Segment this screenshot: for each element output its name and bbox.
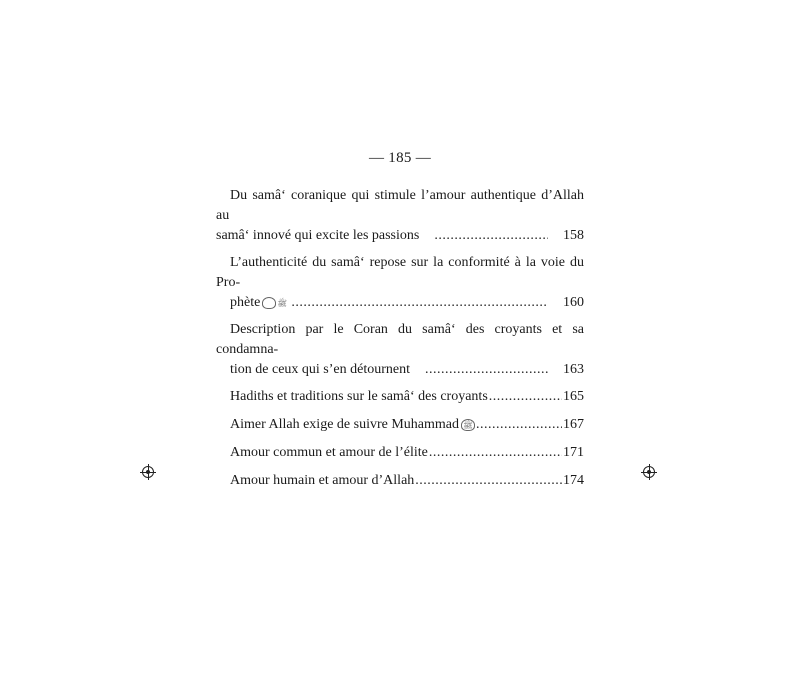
dot-leader: [411, 360, 548, 380]
toc-entry-text: Du samâ‘ coranique qui stimule l’amour authentique d’Allah au: [216, 188, 584, 223]
toc-entry-text: L’authenticité du samâ‘ repose sur la conformité à la voie du Pro-: [216, 255, 584, 290]
toc-entry-text: Hadiths et traditions sur le samâ‘ des croyants: [230, 389, 488, 404]
toc-entry-text: Amour humain et amour d’Allah: [230, 473, 415, 488]
dot-leader: [277, 293, 548, 313]
toc-page-number: 171: [563, 445, 584, 460]
registration-mark-icon: [643, 466, 655, 478]
honorific-icon: [262, 297, 276, 309]
toc-entry-text: tion de ceux qui s’en détournent: [230, 362, 411, 377]
dot-leader: [476, 415, 562, 435]
toc-entry: [216, 471, 584, 491]
toc-entry: [216, 387, 584, 407]
toc-page-number: 163: [563, 362, 584, 377]
toc-entry-text: Aimer Allah exige de suivre Muhammad: [230, 417, 459, 432]
toc-entry-text: phète: [230, 295, 261, 310]
toc-page-number: 165: [563, 389, 584, 404]
dot-leader: [415, 471, 562, 491]
toc-entry-lastline: [216, 226, 584, 246]
toc-page-number: 167: [563, 417, 584, 432]
toc-entry-lastline: [230, 443, 584, 463]
honorific-icon: [461, 419, 475, 431]
toc-entry-text: Amour commun et amour de l’élite: [230, 445, 428, 460]
registration-dot-icon: [146, 470, 150, 474]
toc-entry-text: Description par le Coran du samâ‘ des croyants et sa condamna-: [216, 322, 584, 357]
toc-entry-text: samâ‘ innové qui excite les passions: [216, 228, 420, 243]
page-number: — 185 —: [368, 150, 432, 166]
toc-page-number: 174: [563, 473, 584, 488]
toc-entry: [216, 320, 584, 380]
toc-entry: [216, 443, 584, 463]
registration-mark-icon: [142, 466, 154, 478]
registration-dot-icon: [647, 470, 651, 474]
dot-leader: [420, 226, 548, 246]
toc-entry-lastline: [216, 360, 584, 380]
dot-leader: [429, 443, 562, 463]
toc-entry-lastline: [216, 293, 584, 313]
dot-leader: [489, 387, 562, 407]
toc-page-number: 160: [563, 295, 584, 310]
toc-entry-lastline: [230, 387, 584, 407]
toc-page-number: 158: [563, 228, 584, 243]
toc-entry-lastline: [230, 415, 584, 435]
toc-entry-lastline: [230, 471, 584, 491]
toc-entry: [216, 415, 584, 435]
toc-entry: [216, 253, 584, 313]
toc-entry: [216, 186, 584, 246]
table-of-contents: [216, 186, 584, 499]
